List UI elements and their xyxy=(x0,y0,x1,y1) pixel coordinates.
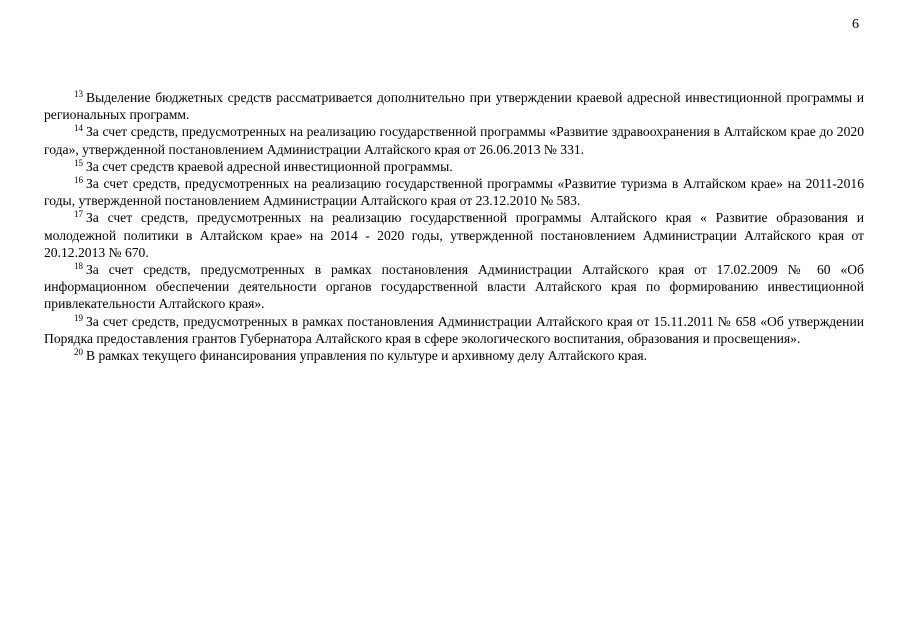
footnote-mark: 13 xyxy=(74,89,83,99)
footnote-text: За счет средств краевой адресной инвестиционной программы. xyxy=(86,158,453,174)
footnote-text: За счет средств, предусмотренных на реализацию государственной программы Алтайского края « Развитие образования и молодежной политики в Алтайском крае» на 2014 - 2020 годы, утвержденной постановлением Администрации Алтайского края от 20.12.2013 № 670. xyxy=(44,210,864,260)
footnote-17 xyxy=(44,209,864,261)
footnotes-list xyxy=(44,89,864,364)
footnote-19 xyxy=(44,313,864,347)
footnote-15 xyxy=(44,158,864,175)
footnote-16 xyxy=(44,175,864,209)
footnote-text: За счет средств, предусмотренных на реализацию государственной программы «Развитие туризма в Алтайском крае» на 2011-2016 годы, утвержденной постановлением Администрации Алтайского края от 23.12.2010 № 583. xyxy=(44,176,864,209)
footnote-mark: 18 xyxy=(74,261,83,272)
footnote-text: За счет средств, предусмотренных на реализацию государственной программы «Развитие здравоохранения в Алтайском крае до 2020 года», утвержденной постановлением Администрации Алтайского края от 26.06.2013 № 331. xyxy=(44,124,864,157)
footnote-text: За счет средств, предусмотренных в рамках постановления Администрации Алтайского края от 17.02.2009 № 60 «Об информационном обеспечении деятельности органов государственной власти Алтайского края по формированию инвестиционной привлекательности Алтайского края». xyxy=(44,262,864,312)
footnote-20 xyxy=(44,347,864,364)
footnote-mark: 19 xyxy=(74,312,83,323)
footnote-mark: 14 xyxy=(74,123,83,134)
footnote-13 xyxy=(44,89,864,123)
footnote-18 xyxy=(44,261,864,313)
footnote-mark: 17 xyxy=(74,209,83,220)
footnote-mark: 15 xyxy=(74,157,83,168)
footnote-text: За счет средств, предусмотренных в рамках постановления Администрации Алтайского края от 15.11.2011 № 658 «Об утверждении Порядка предоставления грантов Губернатора Алтайского края в сфере экологического воспитания, образования и просвещения». xyxy=(44,313,864,346)
footnote-mark: 20 xyxy=(74,347,83,358)
footnote-14 xyxy=(44,123,864,157)
page-number: 6 xyxy=(852,17,859,32)
footnote-text: В рамках текущего финансирования управления по культуре и архивному делу Алтайского края. xyxy=(86,348,647,364)
footnote-text: Выделение бюджетных средств рассматривается дополнительно при утверждении краевой адресной инвестиционной программы и региональных программ. xyxy=(44,90,864,123)
footnote-mark: 16 xyxy=(74,175,83,186)
